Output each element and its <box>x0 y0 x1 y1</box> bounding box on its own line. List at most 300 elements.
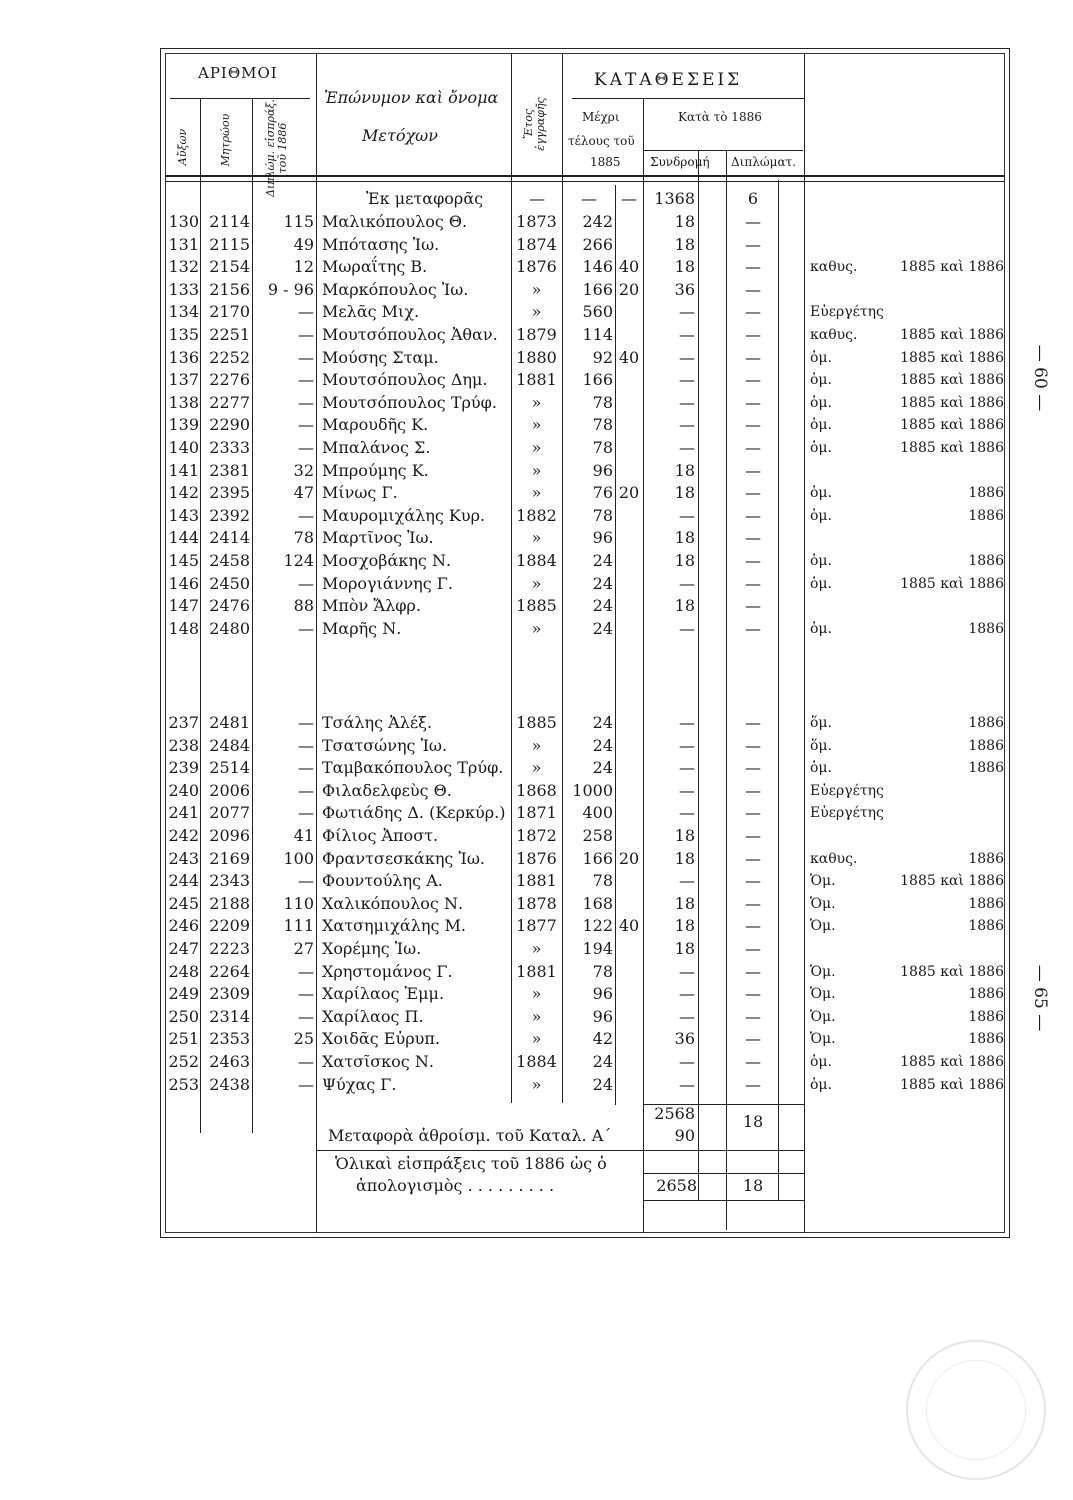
row-year: » <box>531 279 542 299</box>
row-diplomas: — <box>745 279 761 299</box>
row-name: Μαρουδῆς Κ. <box>322 415 429 435</box>
row-name: Μαυρομιχάλης Κυρ. <box>322 505 486 525</box>
row-year: 1880 <box>516 347 557 367</box>
row-note-a: Εὐεργέτης <box>810 805 884 822</box>
header-subscription: Συνδρομή <box>650 155 710 169</box>
row-until-1885: 266 <box>582 234 613 254</box>
header-name-line2: Μετόχων <box>362 126 438 145</box>
row-name: Μουτσόπουλος Δημ. <box>322 370 488 390</box>
row-note-a: ὁμ. <box>810 417 832 434</box>
row-until-1885-dec <box>616 1051 642 1073</box>
header-diploma: Διπλώμ. εἰσπράξ. τοῦ 1886 <box>264 99 289 197</box>
row-subscription: — <box>679 618 695 638</box>
row-note-a <box>810 825 880 847</box>
row-ordinal: 251 <box>168 1029 199 1049</box>
row-ordinal: 146 <box>168 573 199 593</box>
row-register: 2170 <box>209 302 250 322</box>
row-subscription: — <box>679 871 695 891</box>
row-diploma: — <box>298 1006 314 1026</box>
row-until-1885: 24 <box>592 713 613 732</box>
row-until-1885-dec <box>616 550 642 572</box>
row-register: 2264 <box>209 961 250 981</box>
row-register: 2450 <box>209 573 250 593</box>
col-divider-2 <box>252 98 253 1133</box>
row-year: 1879 <box>516 325 557 344</box>
row-note-a: ὅμ. <box>810 737 832 754</box>
carry-forward-label: Ἐκ μεταφορᾶς <box>366 189 484 208</box>
row-subscription: — <box>679 505 695 525</box>
header-until-line3: 1885 <box>590 155 621 169</box>
row-note-a: καθυς. <box>810 850 858 867</box>
row-ordinal: 248 <box>168 961 199 981</box>
row-diplomas: — <box>745 212 761 231</box>
row-until-1885-dec <box>616 505 642 527</box>
row-ordinal: 145 <box>168 551 199 570</box>
col-divider-8 <box>698 150 699 1200</box>
row-note-a: ὁμ. <box>810 394 832 411</box>
row-note-a: ὁμ. <box>810 760 832 777</box>
row-note-a <box>810 279 880 301</box>
row-diploma: 32 <box>293 460 314 480</box>
row-until-1885: 78 <box>592 961 613 981</box>
row-until-1885: 166 <box>582 370 613 390</box>
row-year: » <box>531 984 542 1004</box>
row-name: Μορογιάννης Γ. <box>322 573 453 593</box>
row-diploma: — <box>298 302 314 322</box>
row-note-b: 1886 <box>968 715 1004 731</box>
row-name: Μωραΐτης Β. <box>322 257 428 277</box>
row-diploma: 41 <box>293 826 314 845</box>
final-label-line2: ἀπολογισμὸς . . . . . . . . . <box>356 1176 555 1195</box>
row-until-1885: 242 <box>582 212 613 231</box>
row-until-1885-dec <box>616 825 642 847</box>
row-note-b: 1885 καὶ 1886 <box>900 417 1004 434</box>
row-year: 1871 <box>516 803 557 823</box>
row-diplomas: — <box>745 735 761 755</box>
row-name: Φωτιάδης Δ. (Κερκύρ.) <box>322 803 506 823</box>
row-subscription: 18 <box>674 460 695 480</box>
row-diploma: — <box>298 984 314 1004</box>
row-subscription: 18 <box>674 483 695 503</box>
row-until-1885-dec <box>616 211 642 233</box>
row-diplomas: — <box>745 483 761 503</box>
row-subscription: — <box>679 713 695 732</box>
row-note-b <box>872 938 1004 960</box>
totals-final-rule <box>643 1173 805 1174</box>
row-note-a: Ὁμ. <box>810 918 836 935</box>
margin-page-number-a: — 60 — <box>1030 344 1050 412</box>
carry-forward-until-dec: — <box>621 189 637 208</box>
row-diplomas: — <box>745 893 761 913</box>
row-diploma: — <box>298 325 314 344</box>
row-note-b: 1886 <box>968 1031 1004 1048</box>
row-note-a: Ὁμ. <box>810 986 836 1003</box>
row-subscription: — <box>679 984 695 1004</box>
row-year: 1877 <box>516 916 557 936</box>
row-diploma: — <box>298 735 314 755</box>
row-until-1885-dec <box>616 437 642 459</box>
row-subscription: 18 <box>674 528 695 548</box>
row-name: Χαρίλαος Π. <box>322 1006 424 1026</box>
row-note-b: 1886 <box>968 760 1004 777</box>
carry-forward-diplomas: 6 <box>747 189 759 208</box>
row-subscription: — <box>679 370 695 390</box>
row-until-1885: 258 <box>582 826 613 845</box>
row-until-1885: 24 <box>592 573 613 593</box>
col-divider-10 <box>778 180 779 1200</box>
row-subscription: 18 <box>674 893 695 913</box>
row-year: 1874 <box>516 234 557 254</box>
row-year: 1882 <box>516 505 557 525</box>
row-until-1885-dec: 20 <box>618 848 640 868</box>
row-until-1885-dec <box>616 1006 642 1028</box>
row-diplomas: — <box>745 1074 761 1094</box>
row-ordinal: 131 <box>168 234 199 254</box>
row-until-1885-dec <box>616 392 642 414</box>
row-subscription: 18 <box>674 257 695 277</box>
row-ordinal: 247 <box>168 939 199 958</box>
row-note-a: ὁμ. <box>810 620 832 637</box>
row-register: 2096 <box>209 826 250 845</box>
row-until-1885-dec <box>616 234 642 256</box>
row-name: Μπρούμης Κ. <box>322 460 429 480</box>
row-diploma: — <box>298 713 314 732</box>
row-name: Χορέμης Ἰω. <box>322 939 422 958</box>
row-until-1885: 78 <box>592 438 613 457</box>
row-register: 2381 <box>209 460 250 480</box>
row-until-1885-dec <box>616 324 642 346</box>
row-subscription: 18 <box>674 596 695 616</box>
row-register: 2252 <box>209 347 250 367</box>
col-divider-9 <box>726 150 727 1230</box>
row-until-1885: 166 <box>582 848 613 868</box>
row-name: Μουτσόπουλος Ἀθαν. <box>322 325 498 344</box>
row-year: » <box>531 1006 542 1026</box>
row-register: 2476 <box>209 596 250 616</box>
header-until-line1: Μέχρι <box>582 110 620 124</box>
row-until-1885: 96 <box>592 1006 613 1026</box>
margin-page-number-b: — 65 — <box>1030 964 1050 1032</box>
row-note-a <box>810 527 880 549</box>
row-diploma: — <box>298 392 314 412</box>
row-year: 1885 <box>516 596 557 616</box>
row-note-a: Ὁμ. <box>810 963 836 980</box>
row-diploma: — <box>298 505 314 525</box>
row-note-b: 1885 καὶ 1886 <box>900 963 1004 980</box>
row-note-a: Ὁμ. <box>810 895 836 912</box>
row-note-a: ὁμ. <box>810 440 832 456</box>
row-until-1885-dec: 20 <box>618 483 640 503</box>
row-register: 2481 <box>209 713 250 732</box>
row-name: Μελᾶς Μιχ. <box>322 302 420 322</box>
row-ordinal: 244 <box>168 871 199 891</box>
row-note-a: ὁμ. <box>810 1054 832 1070</box>
row-register: 2154 <box>209 257 250 277</box>
header-register: Μητρώου <box>219 113 232 167</box>
row-note-a <box>810 234 880 256</box>
row-ordinal: 134 <box>168 302 199 322</box>
row-year: 1881 <box>516 961 557 981</box>
row-ordinal: 140 <box>168 438 199 457</box>
row-subscription: — <box>679 347 695 367</box>
row-name: Χαλικόπουλος Ν. <box>322 893 464 913</box>
row-name: Φραντσεσκάκης Ἰω. <box>322 848 485 868</box>
row-note-a: καθυς. <box>810 259 858 276</box>
row-year: 1884 <box>516 551 557 570</box>
row-note-b <box>872 825 1004 847</box>
row-register: 2290 <box>209 415 250 435</box>
row-name: Χατσημιχάλης Μ. <box>322 916 466 936</box>
row-note-b: 1886 <box>968 986 1004 1003</box>
row-note-b <box>872 595 1004 617</box>
row-until-1885-dec <box>616 301 642 323</box>
row-diploma: 9 - 96 <box>267 279 314 299</box>
row-until-1885-dec <box>616 780 642 802</box>
row-register: 2314 <box>209 1006 250 1026</box>
row-register: 2114 <box>209 212 250 231</box>
row-name: Χατσῖσκος Ν. <box>322 1052 434 1071</box>
row-register: 2188 <box>209 893 250 913</box>
row-diploma: — <box>298 871 314 891</box>
row-subscription: — <box>679 780 695 800</box>
header-until-line2: τέλους τοῦ <box>568 134 635 148</box>
row-register: 2276 <box>209 370 250 390</box>
final-diplomas: 18 <box>742 1176 764 1195</box>
row-until-1885-dec <box>616 983 642 1005</box>
row-name: Μίνως Γ. <box>322 483 398 503</box>
row-name: Μουτσόπουλος Τρύφ. <box>322 392 497 412</box>
row-until-1885: 92 <box>592 347 613 367</box>
col-divider-11 <box>804 53 805 1233</box>
row-ordinal: 246 <box>168 916 199 936</box>
row-diplomas: — <box>745 392 761 412</box>
row-until-1885: 24 <box>592 1074 613 1094</box>
row-note-a <box>810 938 880 960</box>
row-year: » <box>531 483 542 503</box>
row-until-1885-dec <box>616 961 642 983</box>
row-year: 1876 <box>516 257 557 277</box>
row-diploma: — <box>298 1052 314 1071</box>
row-until-1885-dec: 40 <box>618 257 640 277</box>
header-diplomas: Διπλώματ. <box>731 155 797 169</box>
row-name: Φιλαδελφεὺς Θ. <box>322 780 452 800</box>
row-year: » <box>531 460 542 480</box>
row-until-1885-dec <box>616 735 642 757</box>
row-diplomas: — <box>745 505 761 525</box>
row-year: » <box>531 735 542 755</box>
row-subscription: — <box>679 573 695 593</box>
row-note-a <box>810 460 880 482</box>
row-note-b <box>872 279 1004 301</box>
row-diploma: 27 <box>293 939 314 958</box>
row-note-a: Ὁμ. <box>810 873 836 890</box>
row-ordinal: 238 <box>168 735 199 755</box>
row-diploma: 124 <box>283 551 314 570</box>
row-register: 2480 <box>209 618 250 638</box>
row-subscription: 18 <box>674 234 695 254</box>
row-subscription: 18 <box>674 848 695 868</box>
row-diplomas: — <box>745 871 761 891</box>
row-register: 2223 <box>209 939 250 958</box>
row-until-1885: 96 <box>592 460 613 480</box>
row-diplomas: — <box>745 939 761 958</box>
row-subscription: 36 <box>674 1029 695 1049</box>
row-note-b <box>872 234 1004 256</box>
row-year: 1885 <box>516 713 557 732</box>
row-year: 1868 <box>516 780 557 800</box>
row-until-1885-dec <box>616 802 642 824</box>
row-diplomas: — <box>745 347 761 367</box>
row-until-1885: 96 <box>592 984 613 1004</box>
row-note-b: 1885 καὶ 1886 <box>900 440 1004 456</box>
row-note-a: ὁμ. <box>810 372 832 389</box>
row-name: Τσάλης Ἀλέξ. <box>322 713 433 732</box>
row-ordinal: 237 <box>168 713 199 732</box>
row-diplomas: — <box>745 257 761 277</box>
row-ordinal: 143 <box>168 505 199 525</box>
row-ordinal: 253 <box>168 1074 199 1094</box>
row-until-1885-dec: 40 <box>618 347 640 367</box>
row-register: 2209 <box>209 916 250 936</box>
row-note-b <box>872 211 1004 233</box>
row-diplomas: — <box>745 984 761 1004</box>
row-ordinal: 130 <box>168 212 199 231</box>
row-subscription: 18 <box>674 826 695 845</box>
row-until-1885: 24 <box>592 758 613 778</box>
header-rule-deposits <box>572 98 804 99</box>
row-diplomas: — <box>745 1006 761 1026</box>
row-until-1885-dec <box>616 527 642 549</box>
row-note-a: ὁμ. <box>810 507 832 524</box>
row-note-b: 1886 <box>968 553 1004 569</box>
row-until-1885-dec <box>616 757 642 779</box>
row-note-b: 1885 καὶ 1886 <box>900 259 1004 276</box>
row-register: 2392 <box>209 505 250 525</box>
header-year: Ἔτος ἐγγραφῆς <box>522 97 547 151</box>
row-diplomas: — <box>745 916 761 936</box>
row-ordinal: 148 <box>168 618 199 638</box>
row-diplomas: — <box>745 618 761 638</box>
row-note-b: 1885 καὶ 1886 <box>900 372 1004 389</box>
row-until-1885: 24 <box>592 735 613 755</box>
row-diploma: — <box>298 758 314 778</box>
row-ordinal: 240 <box>168 780 199 800</box>
row-until-1885-dec <box>616 460 642 482</box>
row-name: Μαρκόπουλος Ἰω. <box>322 279 469 299</box>
row-until-1885-dec <box>616 1028 642 1050</box>
row-year: 1878 <box>516 893 557 913</box>
row-name: Ταμβακόπουλος Τρύφ. <box>322 758 504 778</box>
library-stamp-icon <box>906 1340 1046 1480</box>
row-year: » <box>531 528 542 548</box>
row-name: Μπὸν Ἄλφρ. <box>322 596 421 616</box>
row-note-a: Εὐεργέτης <box>810 782 884 799</box>
row-until-1885-dec <box>616 870 642 892</box>
row-subscription: — <box>679 1006 695 1026</box>
row-until-1885: 24 <box>592 596 613 616</box>
row-diplomas: — <box>745 1052 761 1071</box>
row-subscription: 18 <box>674 212 695 231</box>
row-diplomas: — <box>745 551 761 570</box>
row-note-b: 1886 <box>968 895 1004 912</box>
row-note-b: 1885 καὶ 1886 <box>900 1054 1004 1070</box>
row-name: Μαλικόπουλος Θ. <box>322 212 468 231</box>
row-until-1885-dec <box>616 893 642 915</box>
row-name: Μοσχοβάκης Ν. <box>322 551 452 570</box>
row-name: Μούσης Σταμ. <box>322 347 439 367</box>
col-divider-1 <box>200 98 201 1133</box>
row-register: 2458 <box>209 551 250 570</box>
row-register: 2438 <box>209 1074 250 1094</box>
row-diploma: 100 <box>283 848 314 868</box>
row-note-b: 1886 <box>968 620 1004 637</box>
row-note-b <box>872 780 1004 802</box>
row-subscription: 18 <box>674 939 695 958</box>
row-diploma: 47 <box>293 483 314 503</box>
row-diploma: 78 <box>293 528 314 548</box>
row-until-1885-dec <box>616 595 642 617</box>
row-until-1885: 24 <box>592 551 613 570</box>
row-register: 2077 <box>209 803 250 823</box>
row-until-1885: 560 <box>582 302 613 322</box>
row-until-1885-dec: 40 <box>618 916 640 936</box>
row-until-1885-dec <box>616 618 642 640</box>
header-name-line1: Ἐπώνυμον καὶ ὄνομα <box>324 88 499 107</box>
row-until-1885: 146 <box>582 257 613 277</box>
row-diploma: 88 <box>293 596 314 616</box>
final-subscription: 2658 <box>656 1176 697 1195</box>
totals-bottom-rule <box>643 1200 805 1201</box>
row-diplomas: — <box>745 780 761 800</box>
row-subscription: 18 <box>674 916 695 936</box>
row-note-b: 1885 καὶ 1886 <box>900 1076 1004 1093</box>
row-ordinal: 142 <box>168 483 199 503</box>
row-note-a: Ὁμ. <box>810 1008 836 1025</box>
row-diplomas: — <box>745 415 761 435</box>
row-ordinal: 147 <box>168 596 199 616</box>
row-year: » <box>531 1074 542 1094</box>
row-diplomas: — <box>745 1029 761 1049</box>
col-divider-4 <box>511 53 512 1103</box>
row-note-a: ὁμ. <box>810 553 832 569</box>
row-subscription: — <box>679 438 695 457</box>
row-ordinal: 133 <box>168 279 199 299</box>
row-diplomas: — <box>745 370 761 390</box>
row-diplomas: — <box>745 302 761 322</box>
row-year: 1884 <box>516 1052 557 1071</box>
row-name: Φίλιος Ἀποστ. <box>322 826 439 845</box>
row-diploma: — <box>298 415 314 435</box>
row-name: Μαρῆς Ν. <box>322 618 402 638</box>
row-diplomas: — <box>745 460 761 480</box>
row-note-a: ὁμ. <box>810 485 832 502</box>
row-diploma: — <box>298 438 314 457</box>
row-until-1885: 168 <box>582 893 613 913</box>
row-ordinal: 250 <box>168 1006 199 1026</box>
carry-forward-year: — <box>529 189 545 208</box>
row-until-1885-dec <box>616 1074 642 1096</box>
row-until-1885-dec <box>616 369 642 391</box>
row-until-1885: 76 <box>592 483 613 503</box>
row-diploma: — <box>298 961 314 981</box>
row-until-1885: 122 <box>582 916 613 936</box>
row-note-a <box>810 211 880 233</box>
row-name: Χοιδᾶς Εὐρυπ. <box>322 1029 440 1049</box>
row-subscription: — <box>679 758 695 778</box>
totals-mid-rule <box>316 1150 805 1151</box>
row-register: 2006 <box>209 780 250 800</box>
row-subscription: — <box>679 415 695 435</box>
